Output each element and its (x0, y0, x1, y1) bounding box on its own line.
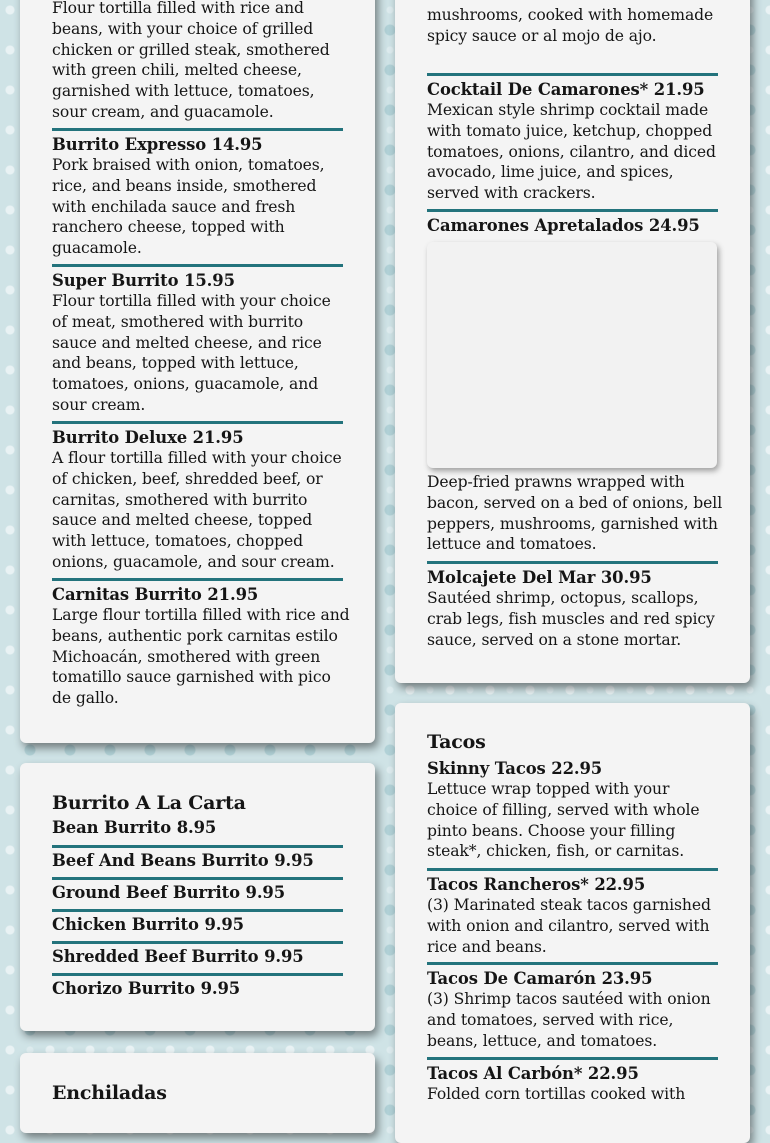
menu-item-description: A flour tortilla filled with your choice of chicken, beef, shredded beef, or carnitas, smothered with burrito sauce and melted cheese, topped with lettuce, tomatoes, chopped onions, guacamole, and sour cream. (52, 449, 342, 571)
menu-item-title: Molcajete Del Mar 30.95 (427, 568, 652, 587)
menu-item-description: (3) Marinated steak tacos garnished with onion and cilantro, served with rice and beans. (427, 896, 711, 956)
menu-item-title: Ground Beef Burrito 9.95 (52, 883, 286, 902)
divider (52, 128, 343, 131)
category-heading: Tacos (427, 731, 486, 753)
menu-item-title: Beef And Beans Burrito 9.95 (52, 851, 314, 870)
menu-item-title: Cocktail De Camarones* 21.95 (427, 80, 705, 99)
burrito-a-la-carta-card (20, 763, 375, 1031)
menu-item-title: Skinny Tacos 22.95 (427, 759, 603, 778)
divider (52, 877, 343, 880)
menu-item-description: (3) Shrimp tacos sautéed with onion and tomatoes, served with rice, beans, lettuce, and tomatoes. (427, 990, 711, 1050)
menu-item-title: Tacos De Camarón 23.95 (427, 969, 653, 988)
menu-item-title: Shredded Beef Burrito 9.95 (52, 947, 304, 966)
menu-item-description: Sautéed shrimp, octopus, scallops, crab legs, fish muscles and red spicy sauce, served on a stone mortar. (427, 589, 715, 649)
burritos-card (20, 0, 375, 743)
divider (52, 941, 343, 944)
divider (427, 73, 718, 76)
category-heading: Enchiladas (52, 1082, 167, 1104)
divider (427, 561, 718, 564)
menu-item-title: Carnitas Burrito 21.95 (52, 585, 259, 604)
menu-item-title: Burrito Deluxe 21.95 (52, 428, 244, 447)
menu-item-description: Flour tortilla filled with your choice of meat, smothered with burrito sauce and melted cheese, and rice and beans, topped with lettuce, tomatoes, onions, guacamole, and sour cream. (52, 292, 331, 414)
menu-item-description: Deep-fried prawns wrapped with bacon, served on a bed of onions, bell peppers, mushrooms, garnished with lettuce and tomatoes. (427, 473, 723, 554)
divider (52, 845, 343, 848)
menu-item-title: Chicken Burrito 9.95 (52, 915, 244, 934)
category-heading: Burrito A La Carta (52, 792, 246, 814)
menu-item-title: Bean Burrito 8.95 (52, 818, 217, 837)
menu-item-title: Super Burrito 15.95 (52, 271, 235, 290)
menu-item-title: Burrito Expresso 14.95 (52, 135, 263, 154)
divider (427, 209, 718, 212)
burrito-top-description: Flour tortilla filled with rice and beans, with your choice of grilled chicken or grilled steak, smothered with green chili, melted cheese, garnished with lettuce, tomatoes, sour cream, and guacamole. (52, 0, 330, 121)
menu-item-description: Pork braised with onion, tomatoes, rice, and beans inside, smothered with enchilada sauce and fresh ranchero cheese, topped with guacamole. (52, 156, 325, 258)
divider (427, 962, 718, 965)
menu-item-title: Tacos Rancheros* 22.95 (427, 875, 646, 894)
enchiladas-card (20, 1053, 375, 1133)
menu-item-title: Tacos Al Carbón* 22.95 (427, 1064, 639, 1083)
menu-item-title: Chorizo Burrito 9.95 (52, 979, 241, 998)
menu-item-title: Camarones Apretalados 24.95 (427, 216, 700, 235)
seafood-top-description: mushrooms, cooked with homemade spicy sauce or al mojo de ajo. (427, 6, 714, 45)
divider (427, 868, 718, 871)
menu-item-description: Folded corn tortillas cooked with (427, 1085, 686, 1103)
divider (52, 578, 343, 581)
seafood-card (395, 0, 750, 683)
dish-photo (427, 242, 717, 468)
menu-item-description: Mexican style shrimp cocktail made with tomato juice, ketchup, chopped tomatoes, onions, cilantro, and diced avocado, lime juice, and spices, served with crackers. (427, 101, 716, 203)
tacos-card (395, 703, 750, 1143)
divider (52, 973, 343, 976)
menu-item-description: Large flour tortilla filled with rice and beans, authentic pork carnitas estilo Michoacán, smothered with green tomatillo sauce garnished with pico de gallo. (52, 606, 350, 708)
menu-item-description: Lettuce wrap topped with your choice of filling, served with whole pinto beans. Choose your filling steak*, chicken, fish, or carnitas. (427, 780, 700, 861)
divider (52, 421, 343, 424)
divider (427, 1057, 718, 1060)
divider (52, 264, 343, 267)
divider (52, 909, 343, 912)
